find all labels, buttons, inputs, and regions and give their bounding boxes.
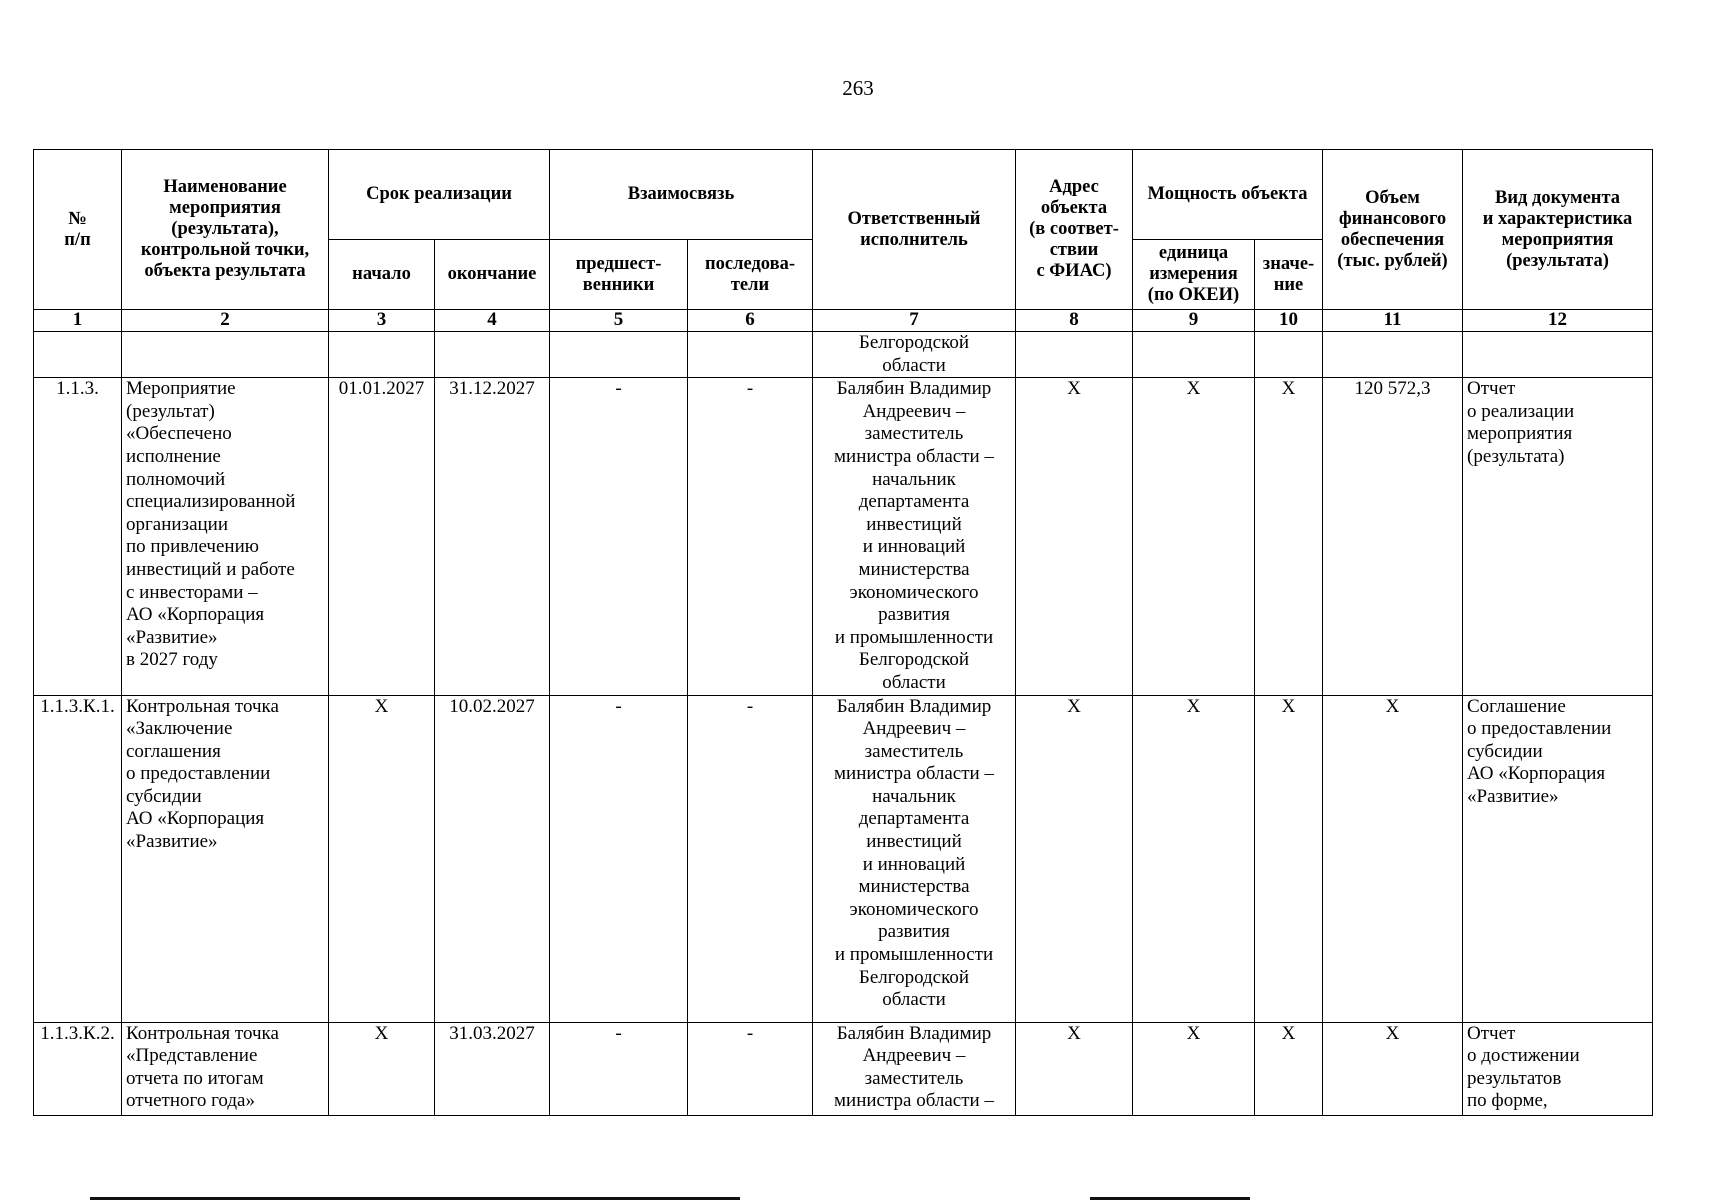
column-number: 1 bbox=[34, 310, 122, 332]
table-row bbox=[34, 332, 1653, 378]
row-document: Отчет о достижении результатов по форме, bbox=[1463, 1022, 1653, 1115]
header-no: № п/п bbox=[34, 150, 122, 310]
column-number: 9 bbox=[1133, 310, 1255, 332]
row-value: X bbox=[1255, 378, 1323, 695]
row-value: X bbox=[1255, 1022, 1323, 1115]
row-address: X bbox=[1016, 695, 1133, 1022]
header-end: окончание bbox=[435, 240, 550, 310]
row-name: Мероприятие (результат) «Обеспечено исполнение полномочий специализированной организации по привлечению инвестиций и работе с инвесторами – АО «Корпорация «Развитие» в 2027 году bbox=[122, 378, 329, 695]
header-term: Срок реализации bbox=[329, 150, 550, 240]
row-finance: X bbox=[1323, 695, 1463, 1022]
header-value: значе- ние bbox=[1255, 240, 1323, 310]
row-number: 1.1.3. bbox=[34, 378, 122, 695]
row-number: 1.1.3.К.1. bbox=[34, 695, 122, 1022]
header-start: начало bbox=[329, 240, 435, 310]
header-responsible: Ответственный исполнитель bbox=[813, 150, 1016, 310]
row-predecessors: - bbox=[550, 378, 688, 695]
row-responsible: Балябин Владимир Андреевич – заместитель министра области – начальник департамента инвестиций и инноваций министерства экономического развития и промышленности Белгородской области bbox=[813, 695, 1016, 1022]
column-number: 2 bbox=[122, 310, 329, 332]
table-row bbox=[34, 695, 1653, 1022]
header-document: Вид документа и характеристика мероприятия (результата) bbox=[1463, 150, 1653, 310]
row-predecessors: - bbox=[550, 1022, 688, 1115]
header-link: Взаимосвязь bbox=[550, 150, 813, 240]
header-name: Наименование мероприятия (результата), контрольной точки, объекта результата bbox=[122, 150, 329, 310]
header-finance: Объем финансового обеспечения (тыс. рублей) bbox=[1323, 150, 1463, 310]
column-number: 7 bbox=[813, 310, 1016, 332]
header-successors: последова- тели bbox=[688, 240, 813, 310]
column-number: 4 bbox=[435, 310, 550, 332]
column-number: 10 bbox=[1255, 310, 1323, 332]
responsible-cell: Белгородской области bbox=[813, 332, 1016, 378]
row-end: 31.03.2027 bbox=[435, 1022, 550, 1115]
column-number: 6 bbox=[688, 310, 813, 332]
row-responsible: Балябин Владимир Андреевич – заместитель министра области – начальник департамента инвестиций и инноваций министерства экономического развития и промышленности Белгородской области bbox=[813, 378, 1016, 695]
header-predecessors: предшест- венники bbox=[550, 240, 688, 310]
row-document: Соглашение о предоставлении субсидии АО «Корпорация «Развитие» bbox=[1463, 695, 1653, 1022]
row-unit: X bbox=[1133, 1022, 1255, 1115]
header-power: Мощность объекта bbox=[1133, 150, 1323, 240]
column-number: 5 bbox=[550, 310, 688, 332]
plan-table bbox=[33, 149, 1653, 1116]
row-unit: X bbox=[1133, 378, 1255, 695]
row-start: 01.01.2027 bbox=[329, 378, 435, 695]
row-successors: - bbox=[688, 1022, 813, 1115]
page-number: 263 bbox=[842, 76, 874, 100]
table-row bbox=[34, 1022, 1653, 1115]
row-value: X bbox=[1255, 695, 1323, 1022]
column-number: 3 bbox=[329, 310, 435, 332]
column-number: 8 bbox=[1016, 310, 1133, 332]
row-address: X bbox=[1016, 378, 1133, 695]
column-number: 11 bbox=[1323, 310, 1463, 332]
table-row bbox=[34, 378, 1653, 695]
row-end: 31.12.2027 bbox=[435, 378, 550, 695]
row-number: 1.1.3.К.2. bbox=[34, 1022, 122, 1115]
row-predecessors: - bbox=[550, 695, 688, 1022]
row-responsible: Балябин Владимир Андреевич – заместитель министра области – bbox=[813, 1022, 1016, 1115]
row-start: X bbox=[329, 695, 435, 1022]
row-start: X bbox=[329, 1022, 435, 1115]
row-finance: 120 572,3 bbox=[1323, 378, 1463, 695]
row-finance: X bbox=[1323, 1022, 1463, 1115]
header-address: Адрес объекта (в соответ- ствии с ФИАС) bbox=[1016, 150, 1133, 310]
row-successors: - bbox=[688, 695, 813, 1022]
row-name: Контрольная точка «Заключение соглашения о предоставлении субсидии АО «Корпорация «Развитие» bbox=[122, 695, 329, 1022]
column-number: 12 bbox=[1463, 310, 1653, 332]
row-name: Контрольная точка «Представление отчета по итогам отчетного года» bbox=[122, 1022, 329, 1115]
row-address: X bbox=[1016, 1022, 1133, 1115]
row-successors: - bbox=[688, 378, 813, 695]
row-end: 10.02.2027 bbox=[435, 695, 550, 1022]
row-unit: X bbox=[1133, 695, 1255, 1022]
header-unit: единица измерения (по ОКЕИ) bbox=[1133, 240, 1255, 310]
row-document: Отчет о реализации мероприятия (результата) bbox=[1463, 378, 1653, 695]
